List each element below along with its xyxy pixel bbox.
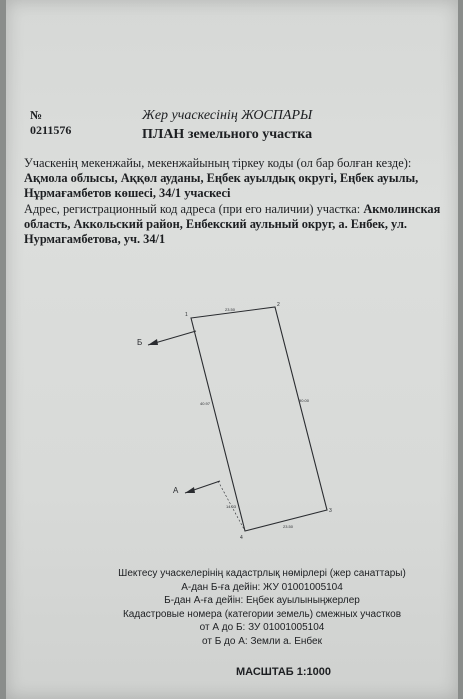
side-length-lower-left: 14.03 [226, 504, 237, 509]
plot-boundary [191, 307, 327, 531]
legend-line-1: Шектесу учаскелерінің кадастрлық нөмірлері (жер санаттары) [118, 568, 406, 579]
arrow-b-head [148, 339, 158, 345]
side-length-upper-left: 40.97 [200, 401, 211, 406]
legend-line-2: А-дан Б-ға дейін: ЖУ 01001005104 [181, 581, 343, 593]
address-value-kz: Ақмола облысы, Аққөл ауданы, Еңбек ауылдық округі, Еңбек ауылы, Нұрмағамбетов көшесі, 34/1 учаскесі [24, 171, 419, 201]
arrow-label-b: Б [137, 338, 143, 347]
title-kazakh: Жер учаскесінің ЖОСПАРЫ [142, 108, 313, 123]
point-1: 1 [185, 312, 188, 318]
legend-line-5: от А до Б: ЗУ 01001005104 [199, 622, 325, 633]
side-length-top: 23.50 [225, 307, 236, 312]
title-russian: ПЛАН земельного участка [142, 127, 313, 142]
point-2: 2 [277, 302, 280, 308]
address-label-kz: Учаскенің мекенжайы, мекенжайының тіркеу коды (ол бар болған кезде): [24, 156, 412, 170]
scale-label: МАСШТАБ 1:1000 [236, 666, 332, 678]
address-value-ru: Акмолинская область, Аккольский район, Енбекский аульный округ, а. Енбек, ул. Нурмагамбетова, уч. 34/1 [24, 201, 441, 247]
document-number: № 0211576 [30, 108, 72, 137]
arrow-a-head [185, 487, 195, 493]
address-label-ru: Адрес, регистрационный код адреса (при его наличии) участка: [24, 201, 361, 216]
point-4: 4 [240, 535, 243, 541]
legend-line-4: Кадастровые номера (категории земель) смежных участков [122, 608, 402, 620]
legend-line-6: от Б до А: Земли а. Енбек [202, 635, 322, 647]
side-length-right: 90.00 [299, 398, 310, 403]
side-length-bottom: 23.50 [283, 524, 294, 529]
arrow-label-a: А [173, 486, 179, 495]
legend-line-3: Б-дан А-ға дейін: Еңбек ауылыныңжерлер [164, 595, 360, 606]
adjacent-plots-legend [92, 567, 432, 648]
point-3: 3 [329, 508, 332, 514]
